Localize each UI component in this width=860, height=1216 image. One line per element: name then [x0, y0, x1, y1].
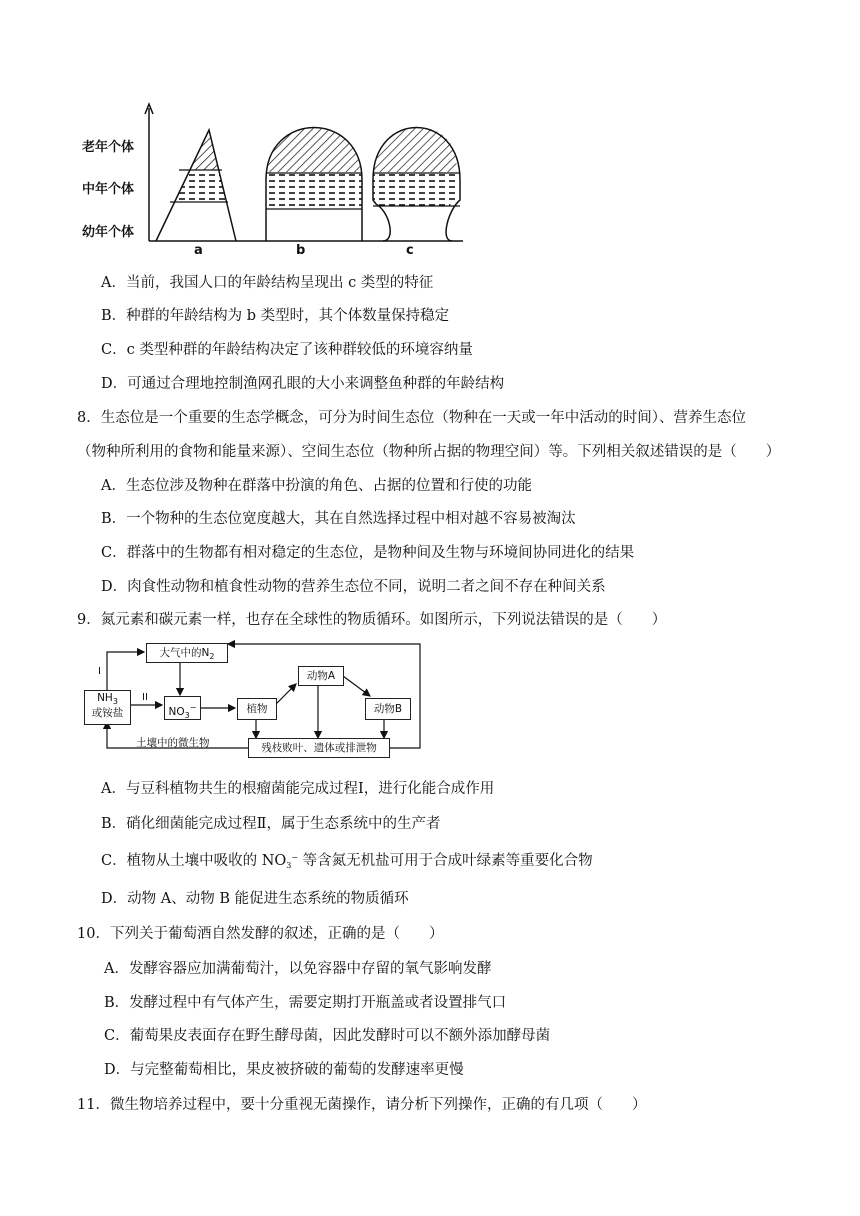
nitrogen-cycle-diagram — [80, 640, 425, 758]
q9-option-c-superscript: − — [291, 853, 299, 862]
q7-option-b: B．种群的年龄结构为 b 类型时，其个体数量保持稳定 — [101, 308, 450, 324]
q9-option-d: D．动物 A、动物 B 能促进生态系统的物质循环 — [101, 891, 409, 907]
q10-option-a: A．发酵容器应加满葡萄汁，以免容器中存留的氧气影响发酵 — [104, 961, 492, 977]
q10-option-d: D．与完整葡萄相比，果皮被挤破的葡萄的发酵速率更慢 — [104, 1062, 464, 1078]
q7-option-a: A．当前，我国人口的年龄结构呈现出 c 类型的特征 — [101, 275, 434, 291]
process-i-label: I — [98, 666, 101, 677]
plant-box: 植物 — [237, 698, 277, 720]
q8-stem-line2: （物种所利用的食物和能量来源）、空间生态位（物种所占据的物理空间）等。下列相关叙述错误的是（ ） — [77, 444, 781, 460]
soil-microbe-label: 土壤中的微生物 — [136, 737, 210, 749]
ammonium-label: 或铵盐 — [91, 706, 124, 719]
age-structure-svg — [78, 100, 468, 265]
atmosphere-n2-label: 大气中的N — [159, 647, 210, 659]
animal-b-box: 动物B — [365, 698, 411, 720]
q8-option-b: B．一个物种的生态位宽度越大，其在自然选择过程中相对越不容易被淘汰 — [101, 511, 576, 527]
animal-a-box: 动物A — [298, 666, 344, 686]
pyramid-a — [148, 130, 248, 202]
x-label-c: c — [406, 243, 414, 258]
y-label-young: 幼年个体 — [82, 225, 135, 240]
pyramid-b — [258, 120, 368, 208]
q9-option-a: A．与豆科植物共生的根瘤菌能完成过程Ⅰ，进行化能合成作用 — [101, 781, 495, 797]
x-label-a: a — [194, 243, 203, 258]
q9-option-c — [101, 849, 593, 870]
nitrate-superscript: − — [189, 703, 197, 712]
nh3-subscript: 3 — [112, 697, 118, 706]
q11-stem: 11．微生物培养过程中，要十分重视无菌操作，请分析下列操作，正确的有几项（ ） — [77, 1097, 647, 1113]
x-label-b: b — [296, 243, 306, 258]
q10-option-b: B．发酵过程中有气体产生，需要定期打开瓶盖或者设置排气口 — [104, 995, 507, 1011]
nh3-label: NH — [97, 692, 113, 704]
y-label-middle: 中年个体 — [82, 182, 135, 197]
q8-option-a: A．生态位涉及物种在群落中扮演的角色、占据的位置和行使的功能 — [101, 478, 532, 494]
q8-stem-line1: 8．生态位是一个重要的生态学概念，可分为时间生态位（物种在一天或一年中活动的时间）、营养生态位 — [77, 410, 746, 426]
q9-option-c-prefix: C．植物从土壤中吸收的 NO — [101, 853, 287, 869]
q9-option-c-subscript: 3 — [286, 861, 292, 870]
q7-option-c: C．c 类型种群的年龄结构决定了该种群较低的环境容纳量 — [101, 342, 473, 358]
q8-option-c: C．群落中的生物都有相对稳定的生态位，是物种间及生物与环境间协同进化的结果 — [101, 545, 635, 561]
process-ii-label: II — [142, 692, 148, 703]
q9-stem: 9．氮元素和碳元素一样，也存在全球性的物质循环。如图所示，下列说法错误的是（ ） — [77, 612, 667, 628]
q10-option-c: C．葡萄果皮表面存在野生酵母菌，因此发酵时可以不额外添加酵母菌 — [104, 1028, 551, 1044]
y-label-old: 老年个体 — [82, 140, 135, 155]
age-structure-figure — [78, 100, 468, 265]
nitrate-label: NO — [168, 706, 185, 718]
atmosphere-n2-box — [146, 643, 228, 663]
pyramid-c — [368, 120, 468, 206]
nitrate-box — [164, 696, 201, 720]
q10-stem: 10．下列关于葡萄酒自然发酵的叙述，正确的是（ ） — [77, 926, 444, 942]
atmosphere-n2-subscript: 2 — [209, 652, 215, 661]
q8-option-d: D．肉食性动物和植食性动物的营养生态位不同，说明二者之间不存在种间关系 — [101, 579, 606, 595]
nh3-ammonium-box — [84, 690, 131, 725]
nitrate-subscript: 3 — [184, 711, 190, 720]
q9-option-c-suffix: 等含氮无机盐可用于合成叶绿素等重要化合物 — [298, 853, 593, 869]
q9-option-b: B．硝化细菌能完成过程Ⅱ，属于生态系统中的生产者 — [101, 816, 441, 832]
q7-option-d: D．可通过合理地控制渔网孔眼的大小来调整鱼种群的年龄结构 — [101, 376, 505, 392]
residue-box: 残枝败叶、遗体或排泄物 — [248, 738, 390, 758]
